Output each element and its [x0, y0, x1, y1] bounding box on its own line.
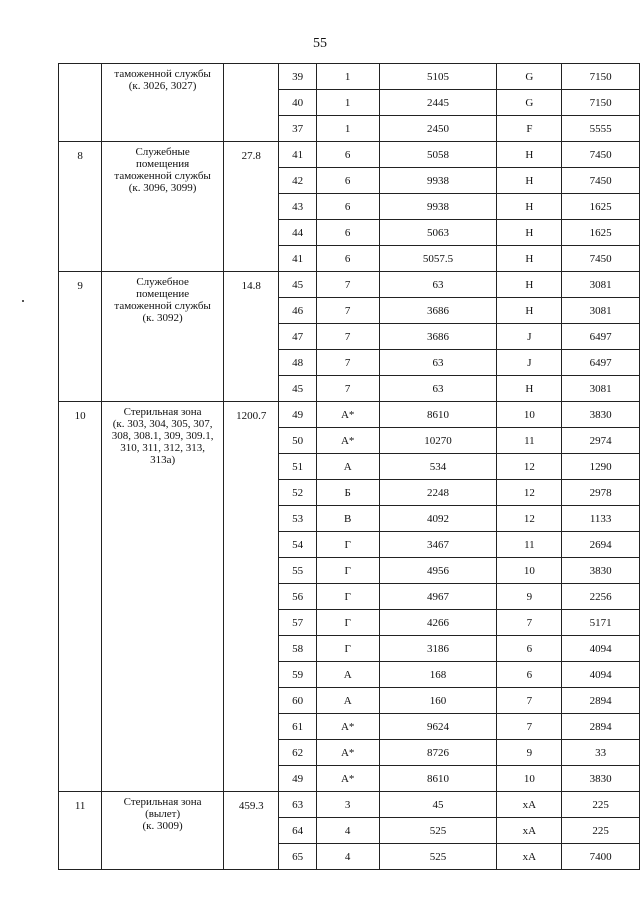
premise-name-line: Стерильная зона	[123, 406, 202, 418]
distance-cell: 168	[379, 662, 497, 688]
category-cell: 4	[316, 818, 379, 844]
value-cell: 4094	[562, 636, 640, 662]
category-cell: 7	[316, 376, 379, 402]
value-cell: 3081	[562, 272, 640, 298]
distance-cell: 9938	[379, 168, 497, 194]
premise-area: 1200.7	[223, 402, 278, 792]
code-cell: H	[497, 246, 562, 272]
code-cell: 10	[497, 402, 562, 428]
point-number-cell: 47	[279, 324, 316, 350]
distance-cell: 5058	[379, 142, 497, 168]
code-cell: 7	[497, 688, 562, 714]
premise-name-line: (к. 3092)	[142, 312, 183, 324]
value-cell: 2894	[562, 714, 640, 740]
code-cell: 11	[497, 532, 562, 558]
premise-area: 27.8	[223, 142, 278, 272]
premise-name-line: (к. 3009)	[142, 820, 183, 832]
premise-name-line: (вылет)	[145, 808, 181, 820]
premise-name-line: Стерильная зона	[123, 796, 202, 808]
premise-name-line: (к. 303, 304, 305, 307,	[112, 418, 213, 430]
point-number-cell: 59	[279, 662, 316, 688]
point-number-cell: 56	[279, 584, 316, 610]
value-cell: 6497	[562, 324, 640, 350]
distance-cell: 3467	[379, 532, 497, 558]
premises-table	[58, 63, 640, 870]
category-cell: 7	[316, 324, 379, 350]
point-number-cell: 39	[279, 64, 316, 90]
distance-cell: 5057.5	[379, 246, 497, 272]
category-cell: 7	[316, 350, 379, 376]
category-cell: 6	[316, 194, 379, 220]
point-number-cell: 41	[279, 142, 316, 168]
code-cell: 9	[497, 584, 562, 610]
value-cell: 7450	[562, 246, 640, 272]
point-number-cell: 51	[279, 454, 316, 480]
distance-cell: 8726	[379, 740, 497, 766]
value-cell: 7400	[562, 844, 640, 870]
premise-name-line: помещения	[136, 158, 190, 170]
value-cell: 2894	[562, 688, 640, 714]
code-cell: H	[497, 142, 562, 168]
point-number-cell: 57	[279, 610, 316, 636]
distance-cell: 160	[379, 688, 497, 714]
value-cell: 1133	[562, 506, 640, 532]
category-cell: А	[316, 454, 379, 480]
category-cell: 1	[316, 90, 379, 116]
point-number-cell: 48	[279, 350, 316, 376]
premise-name	[102, 402, 224, 792]
point-number-cell: 55	[279, 558, 316, 584]
code-cell: G	[497, 90, 562, 116]
distance-cell: 45	[379, 792, 497, 818]
page-number: 55	[313, 36, 327, 51]
value-cell: 7450	[562, 142, 640, 168]
point-number-cell: 58	[279, 636, 316, 662]
point-number-cell: 50	[279, 428, 316, 454]
table-row	[59, 272, 640, 298]
category-cell: 3	[316, 792, 379, 818]
value-cell: 5555	[562, 116, 640, 142]
premise-name-line: 313а)	[150, 454, 176, 466]
distance-cell: 3186	[379, 636, 497, 662]
code-cell: G	[497, 64, 562, 90]
distance-cell: 2248	[379, 480, 497, 506]
code-cell: 6	[497, 662, 562, 688]
premise-name-line: (к. 3096, 3099)	[128, 182, 197, 194]
distance-cell: 2445	[379, 90, 497, 116]
point-number-cell: 49	[279, 766, 316, 792]
premise-name-line: (к. 3026, 3027)	[128, 80, 197, 92]
premise-name-line: 308, 308.1, 309, 309.1,	[111, 430, 214, 442]
code-cell: хА	[497, 818, 562, 844]
value-cell: 5171	[562, 610, 640, 636]
value-cell: 4094	[562, 662, 640, 688]
point-number-cell: 60	[279, 688, 316, 714]
table-row	[59, 792, 640, 818]
distance-cell: 63	[379, 376, 497, 402]
point-number-cell: 63	[279, 792, 316, 818]
code-cell: хА	[497, 844, 562, 870]
point-number-cell: 65	[279, 844, 316, 870]
code-cell: 11	[497, 428, 562, 454]
distance-cell: 534	[379, 454, 497, 480]
category-cell: А*	[316, 766, 379, 792]
point-number-cell: 46	[279, 298, 316, 324]
category-cell: 4	[316, 844, 379, 870]
value-cell: 33	[562, 740, 640, 766]
category-cell: Б	[316, 480, 379, 506]
premise-name-line: 310, 311, 312, 313,	[120, 442, 206, 454]
value-cell: 1625	[562, 220, 640, 246]
premise-name-line: таможенной службы	[114, 170, 211, 182]
code-cell: F	[497, 116, 562, 142]
point-number-cell: 52	[279, 480, 316, 506]
code-cell: 6	[497, 636, 562, 662]
distance-cell: 4266	[379, 610, 497, 636]
distance-cell: 525	[379, 844, 497, 870]
point-number-cell: 37	[279, 116, 316, 142]
scan-speck	[22, 300, 24, 302]
value-cell: 3081	[562, 298, 640, 324]
distance-cell: 63	[379, 350, 497, 376]
point-number-cell: 62	[279, 740, 316, 766]
point-number-cell: 40	[279, 90, 316, 116]
premise-number	[59, 64, 102, 142]
value-cell: 2974	[562, 428, 640, 454]
premise-name-line: таможенной службы	[114, 300, 211, 312]
distance-cell: 4092	[379, 506, 497, 532]
distance-cell: 4967	[379, 584, 497, 610]
code-cell: H	[497, 272, 562, 298]
distance-cell: 3686	[379, 324, 497, 350]
category-cell: В	[316, 506, 379, 532]
category-cell: А*	[316, 428, 379, 454]
point-number-cell: 41	[279, 246, 316, 272]
code-cell: H	[497, 298, 562, 324]
premise-name-line: Служебное	[136, 276, 189, 288]
category-cell: А*	[316, 740, 379, 766]
premise-number: 9	[59, 272, 102, 402]
premise-name-line: помещение	[136, 288, 190, 300]
distance-cell: 9624	[379, 714, 497, 740]
distance-cell: 8610	[379, 766, 497, 792]
category-cell: Г	[316, 558, 379, 584]
premise-name	[102, 792, 224, 870]
premise-name	[102, 64, 224, 142]
value-cell: 3830	[562, 558, 640, 584]
value-cell: 1625	[562, 194, 640, 220]
value-cell: 2978	[562, 480, 640, 506]
premise-name	[102, 142, 224, 272]
premise-area: 459.3	[223, 792, 278, 870]
distance-cell: 9938	[379, 194, 497, 220]
code-cell: 9	[497, 740, 562, 766]
category-cell: Г	[316, 532, 379, 558]
value-cell: 3830	[562, 402, 640, 428]
code-cell: H	[497, 376, 562, 402]
distance-cell: 2450	[379, 116, 497, 142]
premise-name-line: таможенной службы	[114, 68, 211, 80]
value-cell: 2256	[562, 584, 640, 610]
point-number-cell: 64	[279, 818, 316, 844]
category-cell: 1	[316, 116, 379, 142]
point-number-cell: 54	[279, 532, 316, 558]
category-cell: 6	[316, 246, 379, 272]
distance-cell: 8610	[379, 402, 497, 428]
code-cell: 10	[497, 766, 562, 792]
category-cell: 7	[316, 298, 379, 324]
category-cell: А*	[316, 402, 379, 428]
category-cell: А*	[316, 714, 379, 740]
category-cell: Г	[316, 636, 379, 662]
value-cell: 7450	[562, 168, 640, 194]
premise-number: 10	[59, 402, 102, 792]
point-number-cell: 44	[279, 220, 316, 246]
distance-cell: 63	[379, 272, 497, 298]
premise-number: 11	[59, 792, 102, 870]
code-cell: 12	[497, 454, 562, 480]
premise-number: 8	[59, 142, 102, 272]
category-cell: 6	[316, 220, 379, 246]
premise-area	[223, 64, 278, 142]
point-number-cell: 43	[279, 194, 316, 220]
category-cell: 1	[316, 64, 379, 90]
distance-cell: 5105	[379, 64, 497, 90]
point-number-cell: 45	[279, 272, 316, 298]
point-number-cell: 42	[279, 168, 316, 194]
table-row	[59, 402, 640, 428]
distance-cell: 3686	[379, 298, 497, 324]
value-cell: 1290	[562, 454, 640, 480]
value-cell: 2694	[562, 532, 640, 558]
category-cell: 6	[316, 168, 379, 194]
table-row	[59, 64, 640, 90]
code-cell: H	[497, 168, 562, 194]
value-cell: 3830	[562, 766, 640, 792]
value-cell: 225	[562, 792, 640, 818]
premise-name-line: Служебные	[135, 146, 190, 158]
distance-cell: 5063	[379, 220, 497, 246]
point-number-cell: 53	[279, 506, 316, 532]
code-cell: хА	[497, 792, 562, 818]
point-number-cell: 45	[279, 376, 316, 402]
table-row	[59, 142, 640, 168]
code-cell: J	[497, 350, 562, 376]
code-cell: H	[497, 220, 562, 246]
category-cell: Г	[316, 610, 379, 636]
value-cell: 225	[562, 818, 640, 844]
code-cell: 7	[497, 610, 562, 636]
value-cell: 7150	[562, 90, 640, 116]
point-number-cell: 49	[279, 402, 316, 428]
distance-cell: 10270	[379, 428, 497, 454]
category-cell: Г	[316, 584, 379, 610]
value-cell: 6497	[562, 350, 640, 376]
value-cell: 3081	[562, 376, 640, 402]
point-number-cell: 61	[279, 714, 316, 740]
code-cell: J	[497, 324, 562, 350]
distance-cell: 4956	[379, 558, 497, 584]
premise-name	[102, 272, 224, 402]
value-cell: 7150	[562, 64, 640, 90]
category-cell: А	[316, 662, 379, 688]
code-cell: 12	[497, 506, 562, 532]
code-cell: 7	[497, 714, 562, 740]
category-cell: А	[316, 688, 379, 714]
code-cell: H	[497, 194, 562, 220]
distance-cell: 525	[379, 818, 497, 844]
category-cell: 7	[316, 272, 379, 298]
category-cell: 6	[316, 142, 379, 168]
premise-area: 14.8	[223, 272, 278, 402]
code-cell: 12	[497, 480, 562, 506]
code-cell: 10	[497, 558, 562, 584]
